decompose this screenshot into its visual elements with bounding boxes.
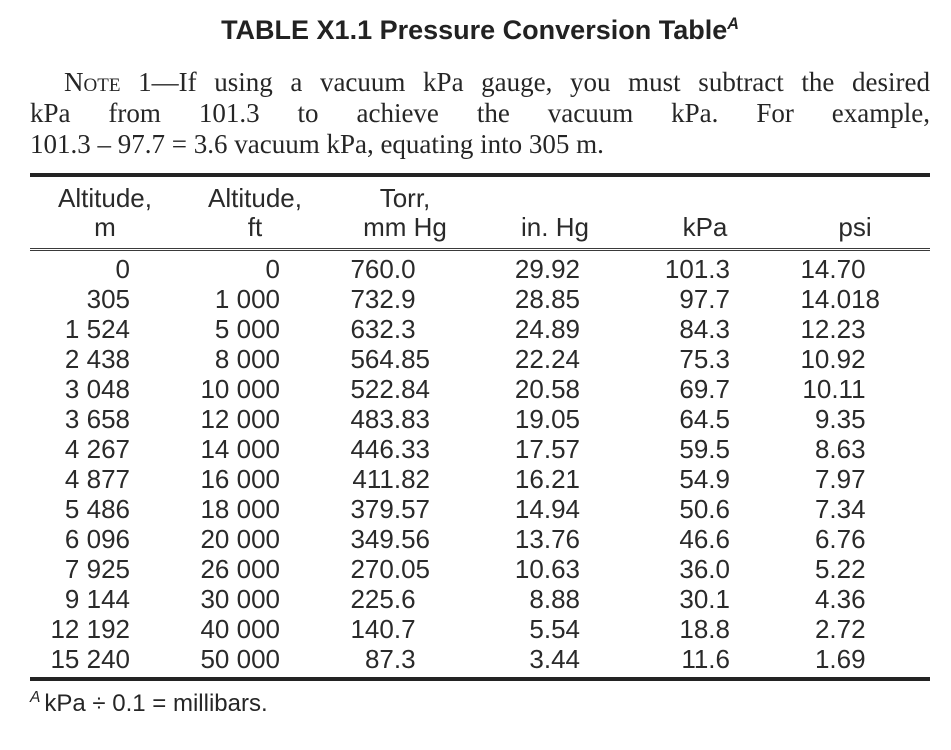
cell-value: 522.84 xyxy=(350,374,430,404)
footnote-text: kPa ÷ 0.1 = millibars. xyxy=(44,690,268,717)
table-cell xyxy=(630,584,780,614)
table-cell xyxy=(30,404,180,434)
table-cell xyxy=(780,374,930,404)
table-cell xyxy=(180,554,330,584)
note-line-3: 101.3 – 97.7 = 3.6 vacuum kPa, equating into 305 m. xyxy=(30,129,604,159)
table-cell xyxy=(30,344,180,374)
table-cell xyxy=(780,344,930,374)
table-cell xyxy=(180,644,330,679)
cell-value: 46.6 xyxy=(679,524,730,554)
cell-value: 40 000 xyxy=(200,614,280,644)
cell-value: 1.69 xyxy=(814,644,866,674)
table-cell xyxy=(30,464,180,494)
cell-value: 24.89 xyxy=(514,314,580,344)
column-header-line2: psi xyxy=(838,212,872,242)
note-line-2: kPa from 101.3 to achieve the vacuum kPa. For example, xyxy=(30,98,930,128)
table-row xyxy=(30,404,930,434)
table-cell xyxy=(30,584,180,614)
table-cell xyxy=(330,524,480,554)
cell-value: 17.57 xyxy=(514,434,580,464)
cell-value: 270.05 xyxy=(350,554,430,584)
table-cell xyxy=(630,404,780,434)
cell-value: 30.1 xyxy=(679,584,730,614)
cell-value: 15 240 xyxy=(50,644,130,674)
table-row xyxy=(30,494,930,524)
cell-value: 64.5 xyxy=(679,404,730,434)
table-cell xyxy=(780,250,930,285)
column-header-line2: kPa xyxy=(682,212,728,242)
table-cell xyxy=(30,614,180,644)
footnote-marker: A xyxy=(30,689,41,706)
table-cell xyxy=(480,314,630,344)
table-cell xyxy=(480,584,630,614)
cell-value: 101.3 xyxy=(664,254,730,284)
table-row xyxy=(30,344,930,374)
table-cell xyxy=(630,250,780,285)
cell-value: 2 438 xyxy=(64,344,130,374)
cell-value: 10.11 xyxy=(802,374,866,404)
table-cell xyxy=(30,434,180,464)
cell-value: 26 000 xyxy=(200,554,280,584)
table-cell xyxy=(630,644,780,679)
cell-value: 10.63 xyxy=(514,554,580,584)
column-header xyxy=(780,175,930,250)
table-cell xyxy=(180,434,330,464)
cell-value: 84.3 xyxy=(679,314,730,344)
cell-value: 8 000 xyxy=(214,344,280,374)
table-row xyxy=(30,584,930,614)
table-cell xyxy=(180,524,330,554)
note-line-1 xyxy=(30,67,930,98)
table-cell xyxy=(30,250,180,285)
table-cell xyxy=(780,494,930,524)
table-cell xyxy=(480,434,630,464)
cell-value: 14.94 xyxy=(514,494,580,524)
table-cell xyxy=(180,284,330,314)
table-cell xyxy=(330,614,480,644)
cell-value: 18.8 xyxy=(679,614,730,644)
table-title-footnote-ref: A xyxy=(727,15,739,33)
column-header-line1: Altitude, xyxy=(208,183,302,213)
table-cell xyxy=(30,284,180,314)
table-cell xyxy=(330,404,480,434)
cell-value: 5 000 xyxy=(214,314,280,344)
table-cell xyxy=(780,524,930,554)
column-header-line2: in. Hg xyxy=(521,212,589,242)
table-cell xyxy=(630,344,780,374)
table-cell xyxy=(780,314,930,344)
table-cell xyxy=(780,434,930,464)
table-cell xyxy=(630,464,780,494)
cell-value: 632.3 xyxy=(350,314,416,344)
table-cell xyxy=(630,494,780,524)
cell-value: 564.85 xyxy=(350,344,430,374)
cell-value: 3 048 xyxy=(64,374,130,404)
cell-value: 22.24 xyxy=(514,344,580,374)
table-cell xyxy=(780,584,930,614)
table-cell xyxy=(30,494,180,524)
column-header xyxy=(630,175,780,250)
cell-value: 483.83 xyxy=(350,404,430,434)
table-cell xyxy=(30,314,180,344)
column-header-line2: mm Hg xyxy=(363,212,447,242)
table-row xyxy=(30,314,930,344)
cell-value: 20.58 xyxy=(514,374,580,404)
table-cell xyxy=(180,374,330,404)
table-cell xyxy=(780,404,930,434)
cell-value: 19.05 xyxy=(514,404,580,434)
table-cell xyxy=(480,250,630,285)
table-row xyxy=(30,374,930,404)
cell-value: 0 xyxy=(115,254,130,284)
table-footnote xyxy=(30,690,930,718)
cell-value: 411.82 xyxy=(352,464,430,494)
cell-value: 8.88 xyxy=(529,584,580,614)
table-cell xyxy=(780,284,930,314)
table-cell xyxy=(480,524,630,554)
table-row xyxy=(30,524,930,554)
cell-value: 12 192 xyxy=(50,614,130,644)
table-cell xyxy=(630,314,780,344)
column-header xyxy=(480,175,630,250)
table-cell xyxy=(480,494,630,524)
table-cell xyxy=(780,644,930,679)
table-cell xyxy=(180,250,330,285)
column-header xyxy=(30,175,180,250)
cell-value: 7.34 xyxy=(814,494,866,524)
cell-value: 5.22 xyxy=(814,554,866,584)
pressure-conversion-table xyxy=(30,173,930,681)
cell-value: 7 925 xyxy=(64,554,130,584)
table-cell xyxy=(330,250,480,285)
table-cell xyxy=(30,644,180,679)
table-cell xyxy=(180,464,330,494)
table-cell xyxy=(480,554,630,584)
column-header xyxy=(330,175,480,250)
table-cell xyxy=(180,584,330,614)
table-row xyxy=(30,434,930,464)
table-cell xyxy=(30,374,180,404)
table-body xyxy=(30,250,930,680)
cell-value: 18 000 xyxy=(200,494,280,524)
table-cell xyxy=(330,284,480,314)
cell-value: 14.018 xyxy=(800,284,880,314)
cell-value: 28.85 xyxy=(514,284,580,314)
cell-value: 732.9 xyxy=(350,284,416,314)
cell-value: 16 000 xyxy=(200,464,280,494)
cell-value: 54.9 xyxy=(679,464,730,494)
cell-value: 349.56 xyxy=(350,524,430,554)
note-label: Note 1 xyxy=(64,67,152,97)
cell-value: 0 xyxy=(265,254,280,284)
table-cell xyxy=(30,554,180,584)
cell-value: 10 000 xyxy=(200,374,280,404)
note-paragraph xyxy=(30,67,930,160)
table-cell xyxy=(480,644,630,679)
cell-value: 1 000 xyxy=(214,284,280,314)
cell-value: 5.54 xyxy=(529,614,580,644)
table-cell xyxy=(480,404,630,434)
cell-value: 7.97 xyxy=(814,464,866,494)
column-header-line2: m xyxy=(94,212,116,242)
cell-value: 9 144 xyxy=(64,584,130,614)
table-cell xyxy=(780,464,930,494)
table-cell xyxy=(480,344,630,374)
table-row xyxy=(30,464,930,494)
cell-value: 75.3 xyxy=(679,344,730,374)
cell-value: 305 xyxy=(86,284,130,314)
cell-value: 30 000 xyxy=(200,584,280,614)
cell-value: 4 267 xyxy=(64,434,130,464)
cell-value: 6.76 xyxy=(814,524,866,554)
cell-value: 87.3 xyxy=(364,644,416,674)
table-cell xyxy=(330,344,480,374)
column-header-line1: Altitude, xyxy=(58,183,152,213)
table-header-row xyxy=(30,175,930,250)
table-cell xyxy=(630,524,780,554)
table-cell xyxy=(480,614,630,644)
table-cell xyxy=(630,614,780,644)
table-cell xyxy=(780,614,930,644)
cell-value: 69.7 xyxy=(679,374,730,404)
cell-value: 10.92 xyxy=(800,344,866,374)
table-row xyxy=(30,250,930,285)
cell-value: 50 000 xyxy=(200,644,280,674)
table-cell xyxy=(480,464,630,494)
table-row xyxy=(30,644,930,679)
table-header xyxy=(30,175,930,250)
column-header-line1: Torr, xyxy=(379,183,431,213)
cell-value: 12 000 xyxy=(200,404,280,434)
table-cell xyxy=(330,494,480,524)
cell-value: 5 486 xyxy=(64,494,130,524)
table-title-text: TABLE X1.1 Pressure Conversion Table xyxy=(221,15,728,45)
column-header-line2: ft xyxy=(247,212,263,242)
table-cell xyxy=(330,374,480,404)
cell-value: 225.6 xyxy=(350,584,416,614)
cell-value: 8.63 xyxy=(814,434,866,464)
table-cell xyxy=(630,554,780,584)
cell-value: 4 877 xyxy=(64,464,130,494)
table-cell xyxy=(630,374,780,404)
cell-value: 3.44 xyxy=(529,644,580,674)
table-cell xyxy=(630,434,780,464)
cell-value: 16.21 xyxy=(514,464,580,494)
cell-value: 1 524 xyxy=(64,314,130,344)
cell-value: 14.70 xyxy=(800,254,866,284)
note-line-1-text: —If using a vacuum kPa gauge, you must subtract the desired xyxy=(151,67,930,97)
table-cell xyxy=(330,584,480,614)
cell-value: 29.92 xyxy=(514,254,580,284)
cell-value: 6 096 xyxy=(64,524,130,554)
cell-value: 379.57 xyxy=(350,494,430,524)
table-cell xyxy=(180,404,330,434)
table-cell xyxy=(180,614,330,644)
cell-value: 13.76 xyxy=(514,524,580,554)
table-cell xyxy=(180,314,330,344)
cell-value: 12.23 xyxy=(800,314,866,344)
table-cell xyxy=(330,554,480,584)
table-row xyxy=(30,614,930,644)
table-cell xyxy=(330,464,480,494)
cell-value: 2.72 xyxy=(814,614,866,644)
table-cell xyxy=(780,554,930,584)
cell-value: 3 658 xyxy=(64,404,130,434)
cell-value: 4.36 xyxy=(814,584,866,614)
cell-value: 59.5 xyxy=(679,434,730,464)
cell-value: 9.35 xyxy=(814,404,866,434)
cell-value: 50.6 xyxy=(679,494,730,524)
table-row xyxy=(30,554,930,584)
cell-value: 20 000 xyxy=(200,524,280,554)
table-cell xyxy=(330,434,480,464)
cell-value: 760.0 xyxy=(350,254,416,284)
table-cell xyxy=(30,524,180,554)
cell-value: 11.6 xyxy=(681,644,730,674)
table-cell xyxy=(180,494,330,524)
cell-value: 446.33 xyxy=(350,434,430,464)
table-cell xyxy=(330,314,480,344)
table-cell xyxy=(630,284,780,314)
table-cell xyxy=(180,344,330,374)
table-cell xyxy=(480,284,630,314)
table-row xyxy=(30,284,930,314)
table-cell xyxy=(330,644,480,679)
cell-value: 14 000 xyxy=(200,434,280,464)
cell-value: 36.0 xyxy=(679,554,730,584)
cell-value: 97.7 xyxy=(679,284,730,314)
column-header xyxy=(180,175,330,250)
table-cell xyxy=(480,374,630,404)
table-title xyxy=(30,14,930,46)
cell-value: 140.7 xyxy=(350,614,416,644)
